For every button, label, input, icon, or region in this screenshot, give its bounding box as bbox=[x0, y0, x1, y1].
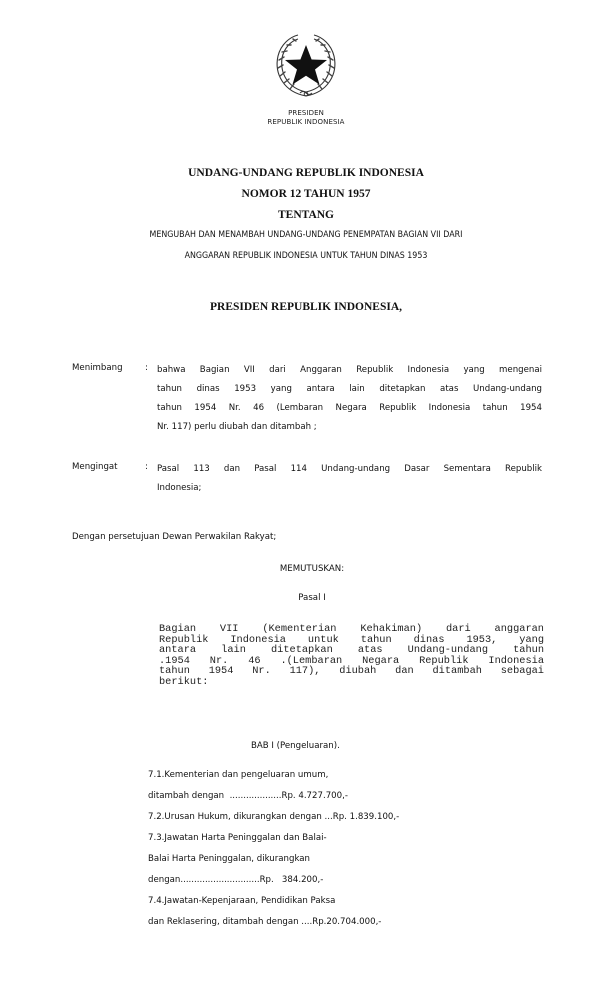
article-line: berikut: bbox=[159, 675, 209, 688]
issuer-heading: PRESIDEN REPUBLIK INDONESIA, bbox=[209, 301, 403, 313]
considering-line: tahun dinas 1953 yang antara lain ditetapkan atas Undang-undang bbox=[157, 384, 542, 394]
article-line: Bagian VII (Kementerian Kehakiman) dari anggaran bbox=[159, 623, 544, 635]
emblem-caption-presiden: PRESIDEN bbox=[288, 109, 324, 117]
budget-item-line: dan Reklasering, ditambah dengan ....Rp.20.704.000,- bbox=[148, 917, 382, 927]
budget-item-line: 7.2.Urusan Hukum, dikurangkan dengan ...Rp. 1.839.100,- bbox=[148, 812, 400, 822]
document-about-label: TENTANG bbox=[277, 209, 335, 221]
article-line: .1954 Nr. 46 .(Lembaran Negara Republik Indonesia bbox=[159, 654, 544, 667]
recalling-line: Pasal 113 dan Pasal 114 Undang-undang Dasar Sementara Republik bbox=[157, 464, 542, 474]
document-subject-line-2: ANGGARAN REPUBLIK INDONESIA UNTUK TAHUN DINAS 1953 bbox=[184, 251, 428, 261]
considering-text bbox=[157, 361, 542, 437]
emblem-caption-republik: REPUBLIK INDONESIA bbox=[267, 118, 345, 126]
decision-heading: MEMUTUSKAN: bbox=[279, 564, 345, 574]
recalling-label: Mengingat bbox=[72, 462, 118, 472]
document-subject-line-1: MENGUBAH DAN MENAMBAH UNDANG-UNDANG PENEMPATAN BAGIAN VII DARI bbox=[149, 230, 463, 240]
recalling-colon: : bbox=[145, 462, 148, 472]
budget-item-line: dengan.............................Rp. 384.200,- bbox=[148, 875, 324, 885]
article-heading: Pasal I bbox=[298, 593, 326, 603]
document-title: UNDANG-UNDANG REPUBLIK INDONESIA bbox=[188, 167, 424, 179]
article-body bbox=[159, 624, 544, 688]
document-number: NOMOR 12 TAHUN 1957 bbox=[241, 188, 371, 200]
article-line: Republik Indonesia untuk tahun dinas 1953, yang bbox=[159, 633, 544, 646]
budget-item-line: 7.1.Kementerian dan pengeluaran umum, bbox=[148, 770, 329, 780]
budget-item-line: ditambah dengan ...................Rp. 4.727.700,- bbox=[148, 791, 348, 801]
considering-line: tahun 1954 Nr. 46 (Lembaran Negara Republik Indonesia tahun 1954 bbox=[157, 403, 542, 413]
budget-item-line: 7.4.Jawatan-Kepenjaraan, Pendidikan Paksa bbox=[148, 896, 336, 906]
considering-line: Nr. 117) perlu diubah dan ditambah ; bbox=[157, 422, 317, 432]
considering-label: Menimbang bbox=[72, 363, 123, 373]
recalling-line: Indonesia; bbox=[157, 483, 202, 493]
recalling-text bbox=[157, 460, 542, 498]
considering-line: bahwa Bagian VII dari Anggaran Republik Indonesia yang mengenai bbox=[157, 365, 542, 375]
considering-colon: : bbox=[145, 363, 148, 373]
article-line: tahun 1954 Nr. 117), diubah dan ditambah sebagai bbox=[159, 665, 544, 678]
approval-statement: Dengan persetujuan Dewan Perwakilan Rakyat; bbox=[72, 532, 277, 542]
budget-item-line: 7.3.Jawatan Harta Peninggalan dan Balai- bbox=[148, 833, 327, 843]
budget-item-line: Balai Harta Peninggalan, dikurangkan bbox=[148, 854, 310, 864]
garuda-star-emblem-icon bbox=[270, 30, 342, 102]
chapter-heading: BAB I (Pengeluaran). bbox=[251, 741, 340, 751]
article-line: antara lain ditetapkan atas Undang-undang tahun bbox=[159, 644, 544, 657]
